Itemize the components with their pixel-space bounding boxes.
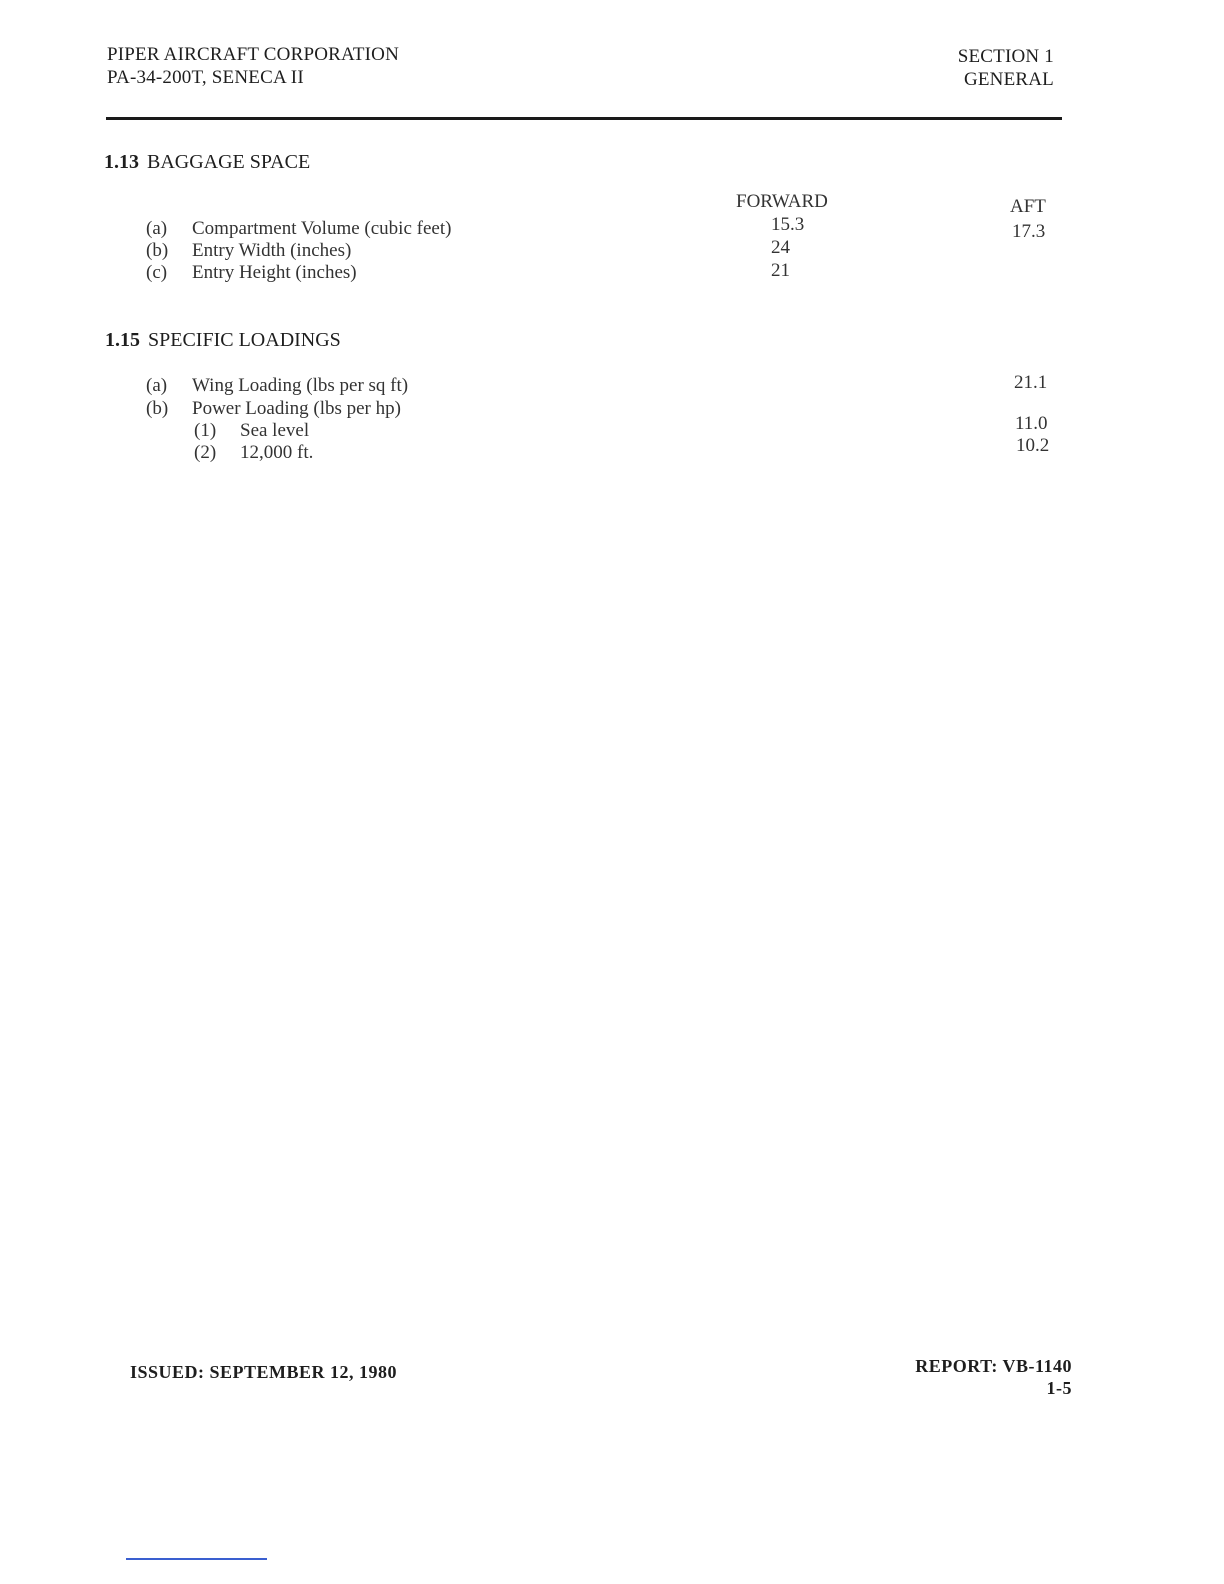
section-baggage-heading (104, 151, 310, 174)
list-item (146, 375, 408, 397)
value-aft: 17.3 (1012, 221, 1046, 242)
header-model: PA-34-200T, SENECA II (107, 67, 304, 88)
section-number: 1.15 (105, 329, 140, 351)
value-wing-loading: 21.1 (1014, 372, 1048, 393)
footer-page-number: 1-5 (1046, 1378, 1072, 1398)
list-item (194, 420, 309, 442)
item-text: 12,000 ft. (240, 442, 314, 463)
list-item (146, 218, 451, 240)
header-section-title: GENERAL (963, 69, 1054, 90)
footer-issued: ISSUED: SEPTEMBER 12, 1980 (130, 1362, 398, 1382)
item-label: (2) (194, 442, 217, 463)
item-label: (c) (146, 262, 168, 283)
header-company: PIPER AIRCRAFT CORPORATION (107, 44, 400, 65)
list-item (146, 262, 357, 284)
item-text: Entry Height (inches) (192, 262, 357, 283)
value-forward: 21 (771, 260, 790, 281)
header-section: SECTION 1 (957, 46, 1054, 67)
value-forward: 24 (771, 237, 790, 258)
list-item (194, 442, 313, 464)
value-forward: 15.3 (771, 214, 805, 235)
item-label: (b) (146, 398, 169, 419)
item-text: Sea level (240, 420, 310, 441)
list-item (146, 240, 351, 262)
column-header-forward: FORWARD (736, 191, 828, 212)
item-label: (1) (194, 420, 217, 441)
list-item (146, 398, 401, 420)
section-number: 1.13 (104, 151, 139, 173)
value-12000ft: 10.2 (1016, 435, 1050, 456)
item-text: Entry Width (inches) (192, 240, 352, 261)
value-sea-level: 11.0 (1015, 413, 1048, 434)
section-title: SPECIFIC LOADINGS (148, 329, 341, 351)
item-label: (a) (146, 375, 168, 396)
bottom-divider (126, 1558, 267, 1560)
footer-report: REPORT: VB-1140 (915, 1356, 1072, 1376)
item-text: Power Loading (lbs per hp) (192, 398, 401, 419)
item-label: (a) (146, 218, 168, 239)
item-label: (b) (146, 240, 169, 261)
item-text: Compartment Volume (cubic feet) (192, 218, 452, 239)
section-loadings-heading (105, 329, 341, 352)
section-title: BAGGAGE SPACE (147, 151, 311, 173)
column-header-aft: AFT (1010, 196, 1046, 217)
header-rule (106, 117, 1062, 120)
item-text: Wing Loading (lbs per sq ft) (192, 375, 409, 396)
